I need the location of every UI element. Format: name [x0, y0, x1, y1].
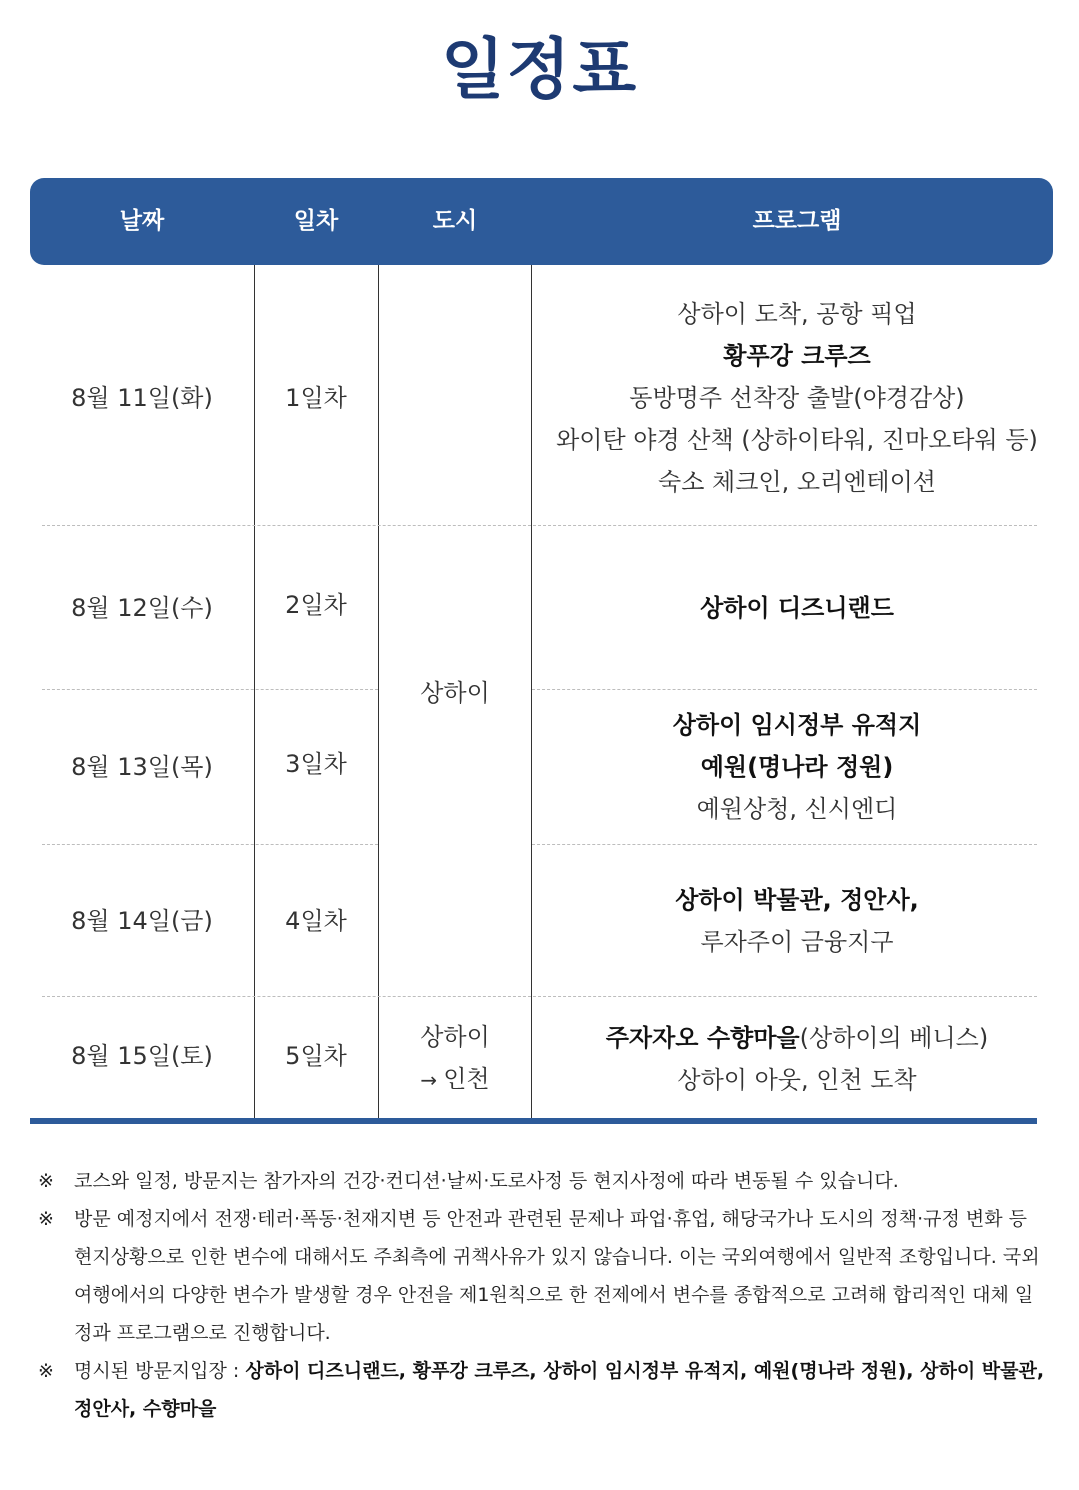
arrow-right-icon: → — [420, 1067, 438, 1092]
program-line: 동방명주 선착장 출발(야경감상) — [629, 383, 965, 412]
table-bottom-border — [30, 1118, 1037, 1124]
row5-program — [532, 1012, 1062, 1106]
row3-program — [532, 690, 1062, 844]
note-item — [38, 1352, 1048, 1428]
reference-mark-icon: ※ — [38, 1208, 54, 1230]
row5-city — [378, 1010, 532, 1106]
row2-program — [532, 528, 1062, 688]
program-line: 황푸강 크루즈 — [723, 341, 871, 370]
header-city: 도시 — [432, 208, 478, 234]
city-to-line — [420, 1058, 489, 1101]
program-line: 예원(명나라 정원) — [700, 753, 894, 781]
header-day: 일차 — [293, 208, 339, 234]
city-from: 상하이 — [420, 1022, 490, 1051]
note-item — [38, 1162, 1048, 1200]
row-divider — [42, 525, 1037, 526]
program-line: 상하이 아웃, 인천 도착 — [677, 1066, 917, 1094]
row1-day: 1일차 — [285, 383, 347, 412]
program-line: 상하이 임시정부 유적지 — [672, 711, 922, 739]
program-line: 와이탄 야경 산책 (상하이타워, 진마오타워 등) — [556, 425, 1038, 454]
row4-day: 4일차 — [285, 906, 347, 935]
row1-date: 8월 11일(화) — [71, 383, 213, 412]
reference-mark-icon: ※ — [38, 1360, 54, 1382]
program-line: 루자주이 금융지구 — [700, 927, 894, 956]
program-line: 숙소 체크인, 오리엔테이션 — [658, 467, 936, 496]
notes — [38, 1162, 1048, 1428]
program-line: 상하이 박물관, 정안사, — [675, 885, 919, 914]
note-text: 코스와 일정, 방문지는 참가자의 건강·컨디션·날씨·도로사정 등 현지사정에 따라 변동될 수 있습니다. — [74, 1170, 899, 1192]
row3-day: 3일차 — [285, 750, 347, 778]
note-item — [38, 1200, 1048, 1352]
program-line: 상하이 도착, 공항 픽업 — [677, 299, 917, 328]
header-program: 프로그램 — [752, 208, 842, 234]
row5-day: 5일차 — [285, 1042, 347, 1070]
row4-date: 8월 14일(금) — [71, 906, 213, 935]
program-highlight: 주자자오 수향마을 — [605, 1024, 800, 1052]
program-line: 예원상청, 신시엔디 — [696, 795, 898, 823]
row3-date: 8월 13일(목) — [71, 753, 213, 781]
row4-program — [532, 845, 1062, 996]
note-places: 상하이 디즈니랜드, 황푸강 크루즈, 상하이 임시정부 유적지, 예원(명나라 정원), 상하이 박물관, 정안사, 수향마을 — [74, 1360, 1045, 1420]
row-divider — [42, 996, 1037, 997]
table-header — [30, 178, 1053, 265]
program-line: 상하이 디즈니랜드 — [700, 594, 894, 622]
page-title: 일정표 — [440, 31, 639, 108]
city-shanghai: 상하이 — [420, 678, 490, 707]
header-date: 날짜 — [119, 208, 165, 234]
note-label: 명시된 방문지입장 : — [74, 1360, 246, 1382]
row2-date: 8월 12일(수) — [71, 594, 213, 622]
city-to: 인천 — [443, 1064, 490, 1093]
program-line — [606, 1017, 988, 1059]
note-text: 방문 예정지에서 전쟁·테러·폭동·천재지변 등 안전과 관련된 문제나 파업·휴업, 해당국가나 도시의 정책·규정 변화 등 현지상황으로 인한 변수에 대해서도 주최측에 귀책사유가 있지 않습니다. 이는 국외여행에서 일반적 조항입니다. 국외여행에서의 다양한 변수가 발생할 경우 안전을 제1원칙으로 한 전제에서 변수를 종합적으로 고려해 합리적인 대체 일정과 프로그램으로 진행합니다. — [74, 1208, 1040, 1344]
row2-day: 2일차 — [285, 591, 347, 619]
note-text — [74, 1352, 1048, 1428]
row5-date: 8월 15일(토) — [71, 1042, 213, 1070]
program-suffix: (상하이의 베니스) — [799, 1024, 989, 1052]
reference-mark-icon: ※ — [38, 1170, 54, 1192]
row1-program — [532, 290, 1062, 505]
